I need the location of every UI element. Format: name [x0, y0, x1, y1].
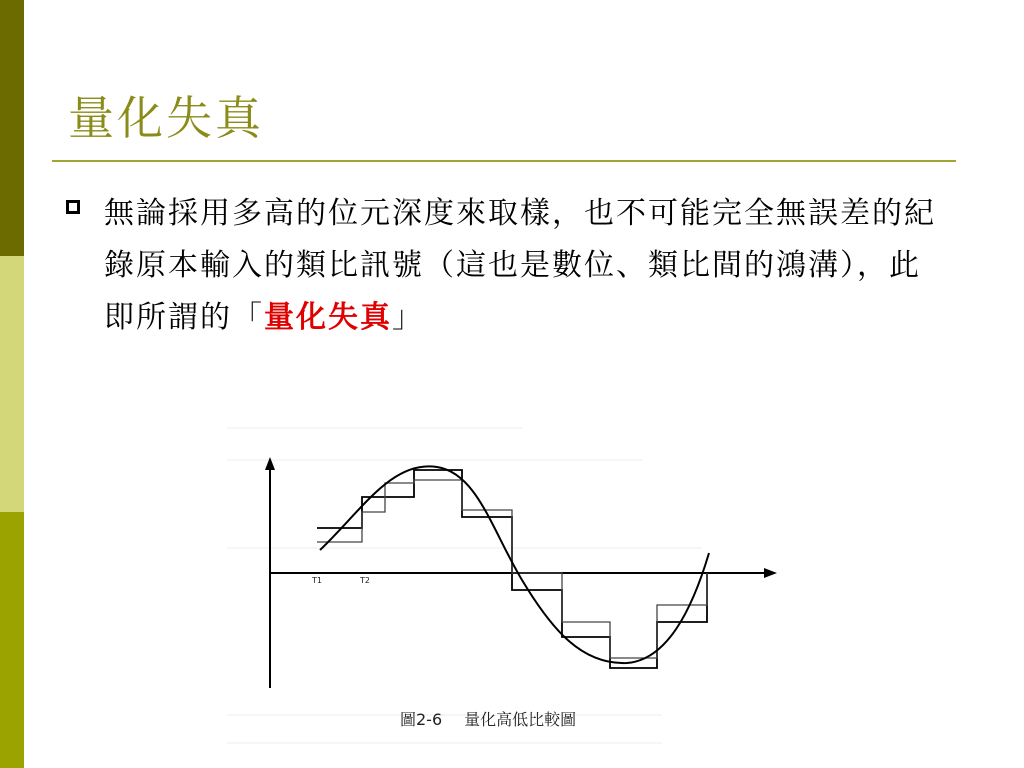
square-bullet-icon	[66, 200, 80, 214]
figure-caption-text: 量化高低比較圖	[464, 710, 577, 729]
y-axis-arrow-icon	[265, 457, 275, 470]
highlight-term: 量化失真	[264, 300, 392, 335]
accent-bar-top	[0, 0, 24, 256]
x-axis-arrow-icon	[764, 568, 777, 578]
t1-label: T1	[312, 576, 322, 585]
bullet-text-end: 」	[392, 300, 424, 335]
quantization-figure	[222, 410, 782, 755]
scan-noise	[227, 428, 702, 743]
left-accent-bar	[0, 0, 24, 768]
t2-label: T2	[360, 576, 370, 585]
accent-bar-middle	[0, 256, 24, 512]
accent-bar-bottom	[0, 512, 24, 768]
analog-signal-curve	[320, 466, 709, 663]
figure-caption	[400, 707, 598, 730]
bullet-text	[104, 188, 946, 344]
quantization-diagram	[222, 410, 782, 755]
figure-number: 圖2-6	[400, 710, 443, 729]
title-divider	[52, 160, 956, 162]
bullet-text-main: 無論採用多高的位元深度來取樣，也不可能完全無誤差的紀錄原本輸入的類比訊號（這也是數位、類比間的鴻溝），此即所謂的「	[104, 196, 936, 335]
quantized-step-fine	[317, 480, 707, 658]
slide-title: 量化失真	[68, 91, 264, 145]
